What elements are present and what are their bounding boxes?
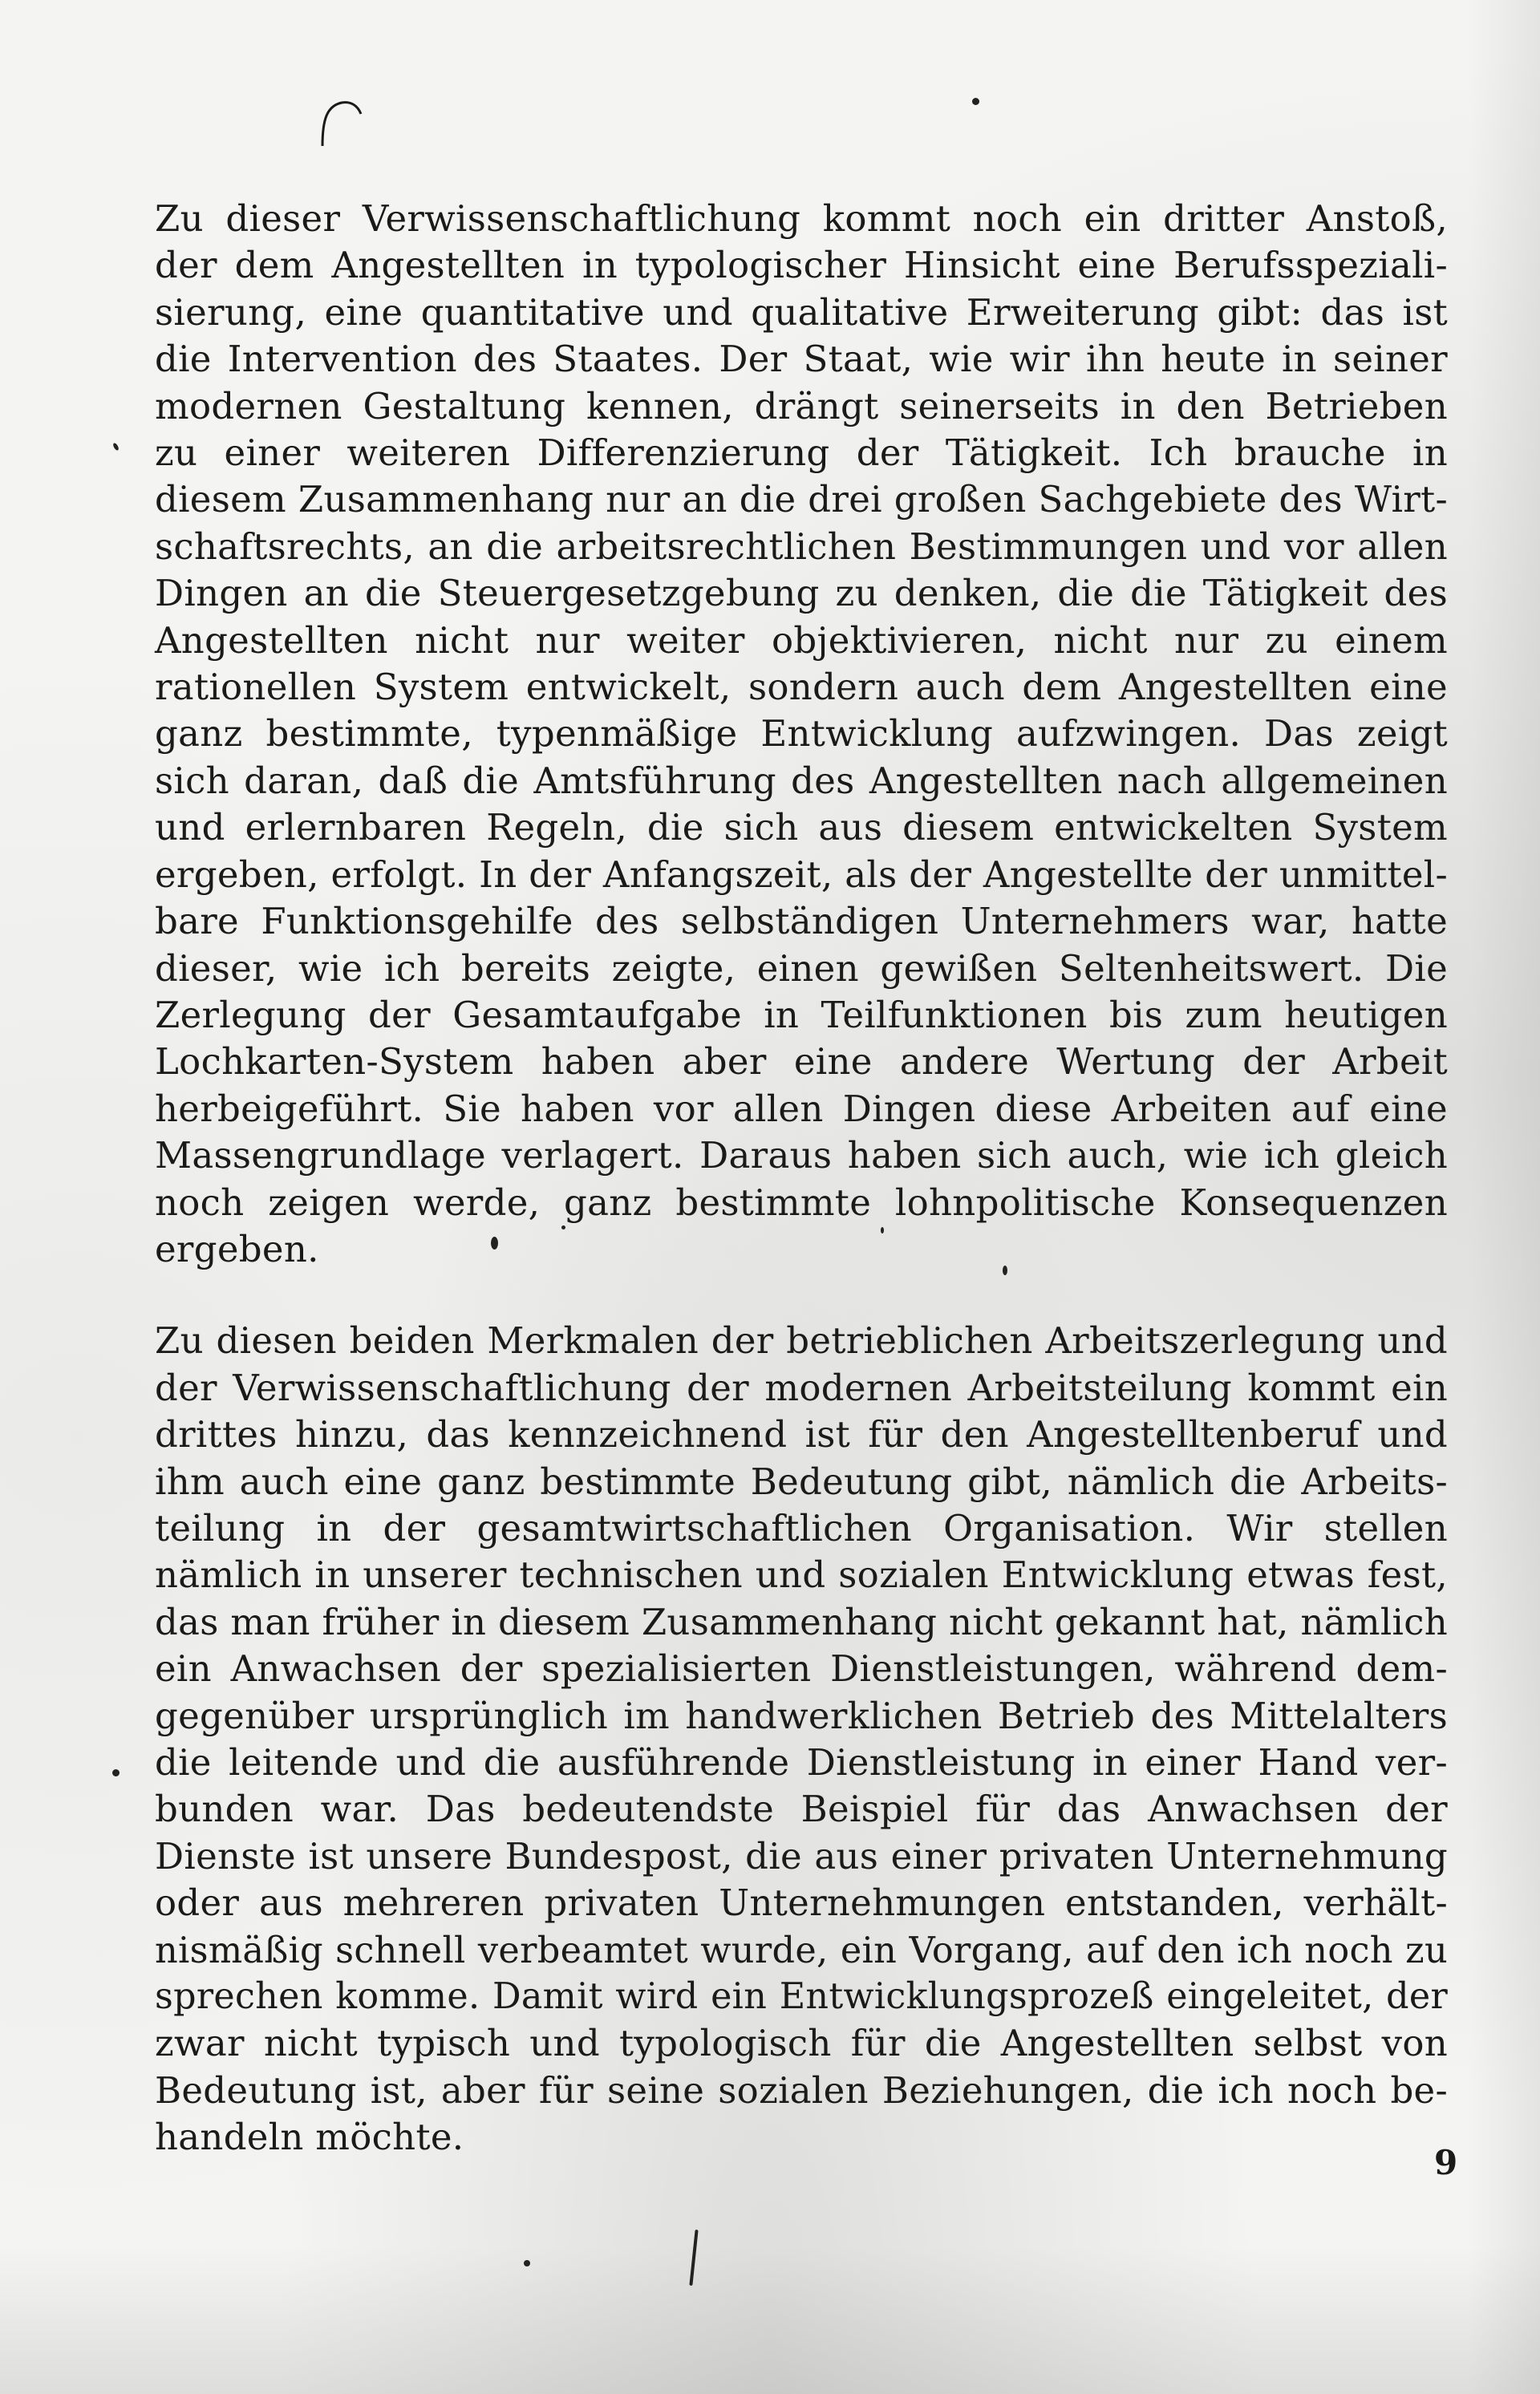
ink-speck [524, 2260, 530, 2266]
text-line: Bedeutung ist, aber für seine sozialen Beziehungen, die ich noch be- [155, 2068, 1448, 2112]
text-line: nämlich in unserer technischen und sozialen Entwicklung etwas fest, [155, 1553, 1448, 1597]
text-line: Angestellten nicht nur weiter objektivieren, nicht nur zu einem [155, 618, 1448, 662]
text-line: das man früher in diesem Zusammenhang nicht gekannt hat, nämlich [155, 1600, 1448, 1643]
text-line: die Intervention des Staates. Der Staat, wie wir ihn heute in seiner [155, 338, 1448, 381]
text-line: Dingen an die Steuergesetzgebung zu denken, die die Tätigkeit des [155, 572, 1448, 615]
text-line: oder aus mehreren privaten Unternehmungen entstanden, verhält- [155, 1882, 1448, 1925]
body-text [155, 196, 1448, 2161]
text-line: Zu diesen beiden Merkmalen der betrieblichen Arbeitszerlegung und [155, 1319, 1448, 1363]
text-line: zu einer weiteren Differenzierung der Tätigkeit. Ich brauche in [155, 431, 1448, 475]
ink-speck [112, 1769, 120, 1776]
text-line: Massengrundlage verlagert. Daraus haben sich auch, wie ich gleich [155, 1134, 1448, 1177]
text-line: ganz bestimmte, typenmäßige Entwicklung aufzwingen. Das zeigt [155, 712, 1448, 755]
text-line: gegenüber ursprünglich im handwerklichen Betrieb des Mittelalters [155, 1694, 1448, 1737]
text-line: Zerlegung der Gesamtaufgabe in Teilfunktionen bis zum heutigen [155, 993, 1448, 1036]
text-line: rationellen System entwickelt, sondern auch dem Angestellten eine [155, 666, 1448, 709]
text-line: der Verwissenschaftlichung der modernen Arbeitsteilung kommt ein [155, 1366, 1448, 1409]
text-line: drittes hinzu, das kennzeichnend ist für den Angestelltenberuf und [155, 1413, 1448, 1456]
text-line: noch zeigen werde, ganz bestimmte lohnpolitische Konsequenzen [155, 1181, 1448, 1224]
paragraph-spacer [155, 1273, 1448, 1318]
paragraph-2 [155, 1318, 1448, 2161]
scan-edge-shadow-right [1468, 0, 1540, 2394]
text-line: ergeben. [155, 1227, 319, 1270]
text-line: bunden war. Das bedeutendste Beispiel für das Anwachsen der [155, 1788, 1448, 1831]
text-line: modernen Gestaltung kennen, drängt seinerseits in den Betrieben [155, 384, 1448, 427]
text-line: zwar nicht typisch und typologisch für die Angestellten selbst von [155, 2022, 1448, 2065]
text-line: und erlernbaren Regeln, die sich aus diesem entwickelten System [155, 806, 1448, 849]
text-line: die leitende und die ausführende Dienstleistung in einer Hand ver- [155, 1741, 1448, 1784]
scan-edge-shadow-bottom [0, 2246, 1540, 2394]
text-line: dieser, wie ich bereits zeigte, einen gewißen Seltenheitswert. Die [155, 946, 1448, 990]
text-line: diesem Zusammenhang nur an die drei großen Sachgebiete des Wirt- [155, 478, 1448, 521]
text-line: der dem Angestellten in typologischer Hinsicht eine Berufsspeziali- [155, 244, 1448, 287]
text-line: teilung in der gesamtwirtschaftlichen Organisation. Wir stellen [155, 1506, 1448, 1549]
text-line: ergeben, erfolgt. In der Anfangszeit, als der Angestellte der unmittel- [155, 853, 1448, 896]
text-line: bare Funktionsgehilfe des selbständigen Unternehmers war, hatte [155, 900, 1448, 943]
text-line: herbeigeführt. Sie haben vor allen Dingen diese Arbeiten auf eine [155, 1087, 1448, 1130]
text-line: schaftsrechts, an die arbeitsrechtlichen Bestimmungen und vor allen [155, 525, 1448, 568]
page-number: 9 [1434, 2143, 1458, 2182]
text-line: nismäßig schnell verbeamtet wurde, ein Vorgang, auf den ich noch zu [155, 1929, 1448, 1971]
text-line: Dienste ist unsere Bundespost, die aus einer privaten Unternehmung [155, 1834, 1448, 1878]
text-line: Zu dieser Verwissenschaftlichung kommt noch ein dritter Anstoß, [155, 197, 1448, 240]
ink-speck [112, 442, 120, 451]
text-line: sprechen komme. Damit wird ein Entwicklungsprozeß eingeleitet, der [155, 1976, 1448, 2018]
paragraph-1 [155, 196, 1448, 1273]
text-line: ein Anwachsen der spezialisierten Dienstleistungen, während dem- [155, 1647, 1448, 1691]
ink-speck [972, 98, 979, 105]
text-line: Lochkarten-System haben aber eine andere Wertung der Arbeit [155, 1040, 1448, 1084]
text-line: sich daran, daß die Amtsführung des Angestellten nach allgemeinen [155, 759, 1448, 802]
text-line: handeln möchte. [155, 2116, 464, 2159]
text-line: sierung, eine quantitative und qualitative Erweiterung gibt: das ist [155, 290, 1448, 334]
text-line: ihm auch eine ganz bestimmte Bedeutung gibt, nämlich die Arbeits- [155, 1460, 1448, 1503]
corner-bracket-mark [319, 95, 364, 151]
